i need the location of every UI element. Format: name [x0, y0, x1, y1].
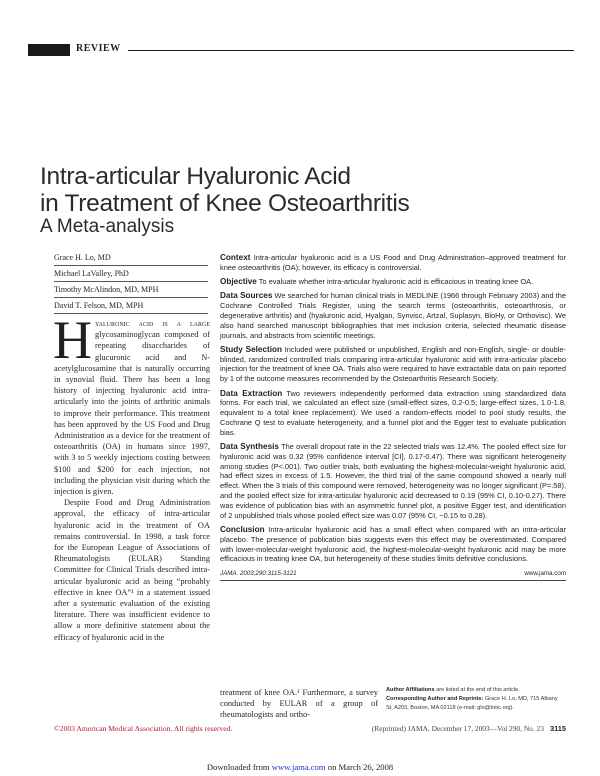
abstract-conclusion: [220, 525, 566, 564]
affiliation-note: [386, 686, 566, 695]
copyright-notice: ©2003 American Medical Association. All rights reserved.: [54, 724, 233, 733]
download-suffix: on March 26, 2008: [327, 762, 394, 772]
abstract-text: The overall dropout rate in the 22 selected trials was 12.4%. The pooled effect size for hyaluronic acid was 0.32 (95% confidence interval [CI], 0.17-0.47). There was significant heterogeneity among studies (P<.001). Two outlier trials, both evaluating the highest-molecular-weight hyaluronic acid, had effect sizes in excess of 1.5. However, the third trial of the same compound showed a nearly null effect. When the 3 trials of this compound were removed, heterogeneity was no longer significant (P=.58), and the pooled effect size for intra-articular hyaluronic acid decreased to 0.19 (95% CI, 0.10-0.27). There was evidence of publication bias with an asymmetric funnel plot, a positive Egger test, and identification of 2 unpublished trials whose pooled effect size was 0.07 (95% CI, −0.15 to 0.28).: [220, 442, 566, 520]
abstract-synthesis: [220, 442, 566, 520]
body-right-column: [220, 687, 378, 721]
page-number: 3115: [549, 724, 566, 733]
download-notice: [0, 762, 600, 772]
article-title: [40, 163, 409, 217]
abstract-extraction: [220, 389, 566, 438]
author-name: David T. Felson, MD, MPH: [54, 298, 208, 314]
abstract-heading: Objective: [220, 277, 257, 287]
author-name: Timothy McAlindon, MD, MPH: [54, 282, 208, 298]
affiliation-heading: Author Affiliations: [386, 687, 435, 693]
abstract-text: We searched for human clinical trials in MEDLINE (1966 through February 2003) and the Cochrane Controlled Trials Register, using the search terms (osteoarthritis, osteoarthrosis, or degenerative arthritis) and (hyaluronic acid, Hyalgan, Synvisc, Artzal, Suplasyn, BioHy, or Orthovisc). We also hand searched manuscript bibliographies that met inclusion criteria, selected rheumatic disease journals, and abstracts from scientific meetings.: [220, 291, 566, 340]
affiliation-text: are listed at the end of this article.: [436, 687, 520, 693]
abstract-selection: [220, 345, 566, 384]
body-paragraph: [53, 310, 210, 497]
section-label: REVIEW: [76, 43, 121, 54]
citation-text: JAMA. 2003;290:3115-3121: [220, 569, 297, 577]
author-list: [54, 250, 208, 314]
author-name: Michael LaValley, PhD: [54, 266, 208, 282]
body-left-column: [53, 310, 210, 643]
abstract-heading: Context: [220, 253, 251, 262]
section-header: [28, 44, 574, 56]
section-block: [28, 44, 70, 56]
abstract: [220, 253, 566, 581]
body-text: glycosaminoglycan composed of repeating disaccharides of glucuronic acid and N-acetylglucosamine that is naturally occurring in synovial fluid. There has been a long history of injecting hyaluronic acid intra-articularly into the joints of arthritic animals to improve their performance. This treatment has been approved by the US Food and Drug Administration as a device for the treatment of osteoarthritis (OA) in humans since 1997, with 3 to 5 weekly injections costing between $100 and $200 for each injection, not including the physician visit during which the injection is given.: [54, 330, 210, 497]
abstract-heading: Data Sources: [220, 291, 273, 301]
abstract-text: Intra-articular hyaluronic acid has a small effect when compared with an intra-articular placebo. The presence of publication bias suggests even this effect may be overestimated. Compared with lower-molecular-weight hyaluronic acid, the highest-molecular-weight hyaluronic acid may be more efficacious in treating knee OA, but heterogeneity of these studies limits definitive conclusions.: [220, 524, 566, 564]
download-link[interactable]: www.jama.com: [271, 762, 326, 772]
abstract-text: Included were published or unpublished, English and non-English, single- or double-blinded, randomized controlled trials comparing intra-articular hyaluronic acid with intra-articular placebo injection for the treatment of knee OA. Trials also were required to have extractable data on pain reported by 1 of the outcome measures recommended by the Osteoarthritis Research Society.: [220, 344, 566, 384]
abstract-heading: Data Synthesis: [220, 442, 279, 452]
correspondence-text: Grace H. Lo, MD, 715 Albany St, A203, Boston, MA 02118 (e-mail: glo@bmc.org).: [386, 695, 558, 711]
author-affiliations: [386, 686, 566, 712]
section-rule: [128, 50, 574, 51]
abstract-heading: Data Extraction: [220, 388, 283, 398]
abstract-heading: Conclusion: [220, 524, 265, 534]
abstract-text: Two reviewers independently performed data extraction using standardized data forms. For each trial, we calculated an effect size (small-effect sizes, 0.2-0.5; large-effect sizes, 1.0-1.8, equivalent to a total knee replacement). We used a random-effects model to pool study results, the Cochrane Q test to evaluate heterogeneity, and a funnel plot and the Egger test to evaluate publication bias.: [220, 388, 566, 437]
abstract-objective: [220, 277, 566, 287]
body-paragraph: treatment of knee OA.¹ Furthermore, a survey conducted by EULAR of a group of rheumatologists and ortho-: [220, 688, 378, 720]
abstract-sources: [220, 291, 566, 340]
abstract-citation: [220, 569, 566, 582]
abstract-heading: Study Selection: [220, 344, 283, 354]
journal-citation: (Reprinted) JAMA, December 17, 2003—Vol 290, No. 23: [371, 724, 544, 733]
title-line-2: in Treatment of Knee Osteoarthritis: [40, 190, 410, 217]
lead-in-small-caps: yaluronic acid is a large: [95, 319, 210, 328]
drop-cap: H: [53, 310, 92, 370]
body-paragraph: Despite Food and Drug Administration approval, the efficacy of intra-articular hyaluronic acid in the treatment of OA remains controversial. In 1998, a task force for the European League of Associations of Rheumatologists (EULAR) Standing Committee for Clinical Trials described intra-articular hyaluronic acid as being “probably effective in knee OA”¹ in a statement issued after a systematic evaluation of the existing literature. There was insufficient evidence to allow a more definitive statement about the efficacy of hyaluronic acid in the: [54, 498, 210, 642]
download-prefix: Downloaded from: [206, 762, 270, 772]
abstract-text: To evaluate whether intra-articular hyaluronic acid is efficacious in treating knee OA.: [258, 277, 534, 287]
correspondence-heading: Corresponding Author and Reprints:: [386, 695, 484, 702]
abstract-text: Intra-articular hyaluronic acid is a US Food and Drug Administration–approved treatment for knee osteoarthritis (OA); however, its efficacy is controversial.: [220, 253, 566, 272]
journal-website-link[interactable]: www.jama.com: [524, 569, 566, 577]
abstract-context: [220, 253, 566, 273]
article-subtitle: A Meta-analysis: [40, 216, 175, 237]
author-name: Grace H. Lo, MD: [54, 250, 208, 266]
journal-footer: [372, 724, 566, 733]
title-line-1: Intra-articular Hyaluronic Acid: [40, 163, 351, 190]
correspondence-note: [386, 695, 566, 713]
